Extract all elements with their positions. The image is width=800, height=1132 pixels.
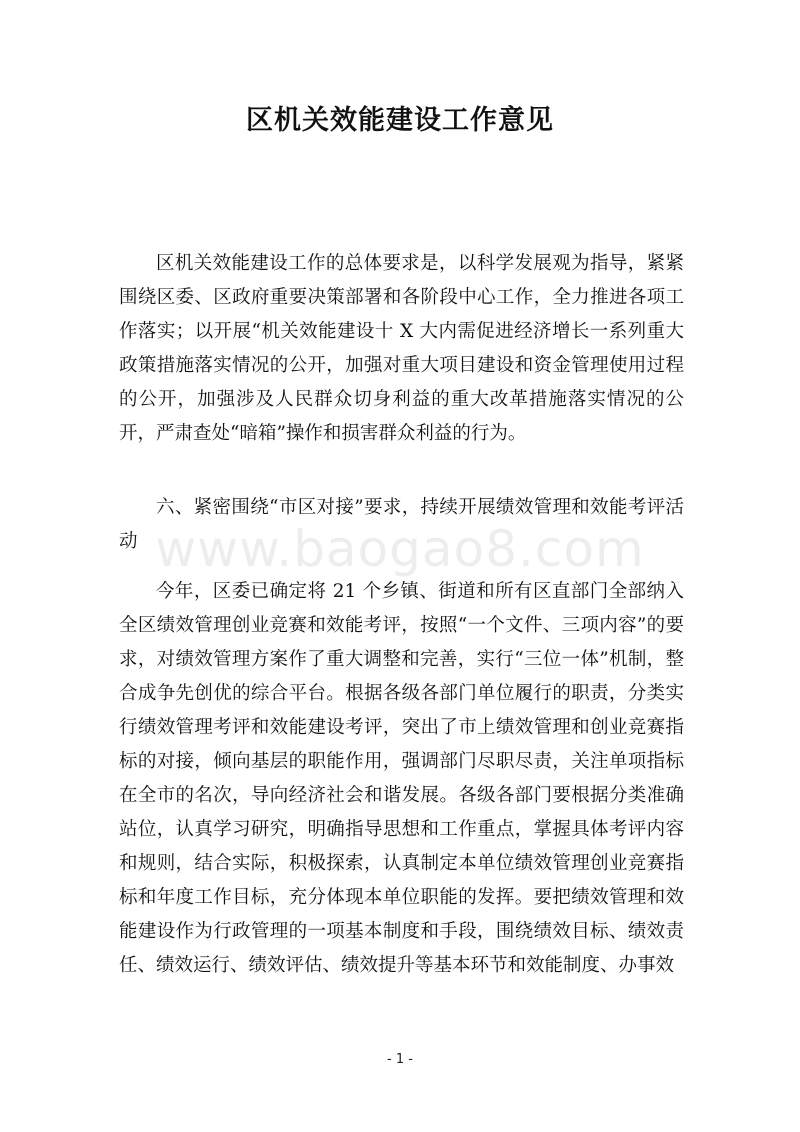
paragraph-section-six-heading: 六、紧密围绕“市区对接”要求，持续开展绩效管理和效能考评活动 <box>119 497 684 552</box>
page-number: - 1 - <box>387 1052 413 1067</box>
paragraph-overall-requirements: 区机关效能建设工作的总体要求是，以科学发展观为指导，紧紧围绕区委、区政府重要决策部署和各阶段中心工作，全力推进各项工作落实；以开展“机关效能建设十 X 大内需促进经济增长一系列重大政策措施落实情况的公开，加强对重大项目建设和资金管理使用过程的公开，加强涉及人民群众切身利益的重大改革措施落实情况的公开，严肃查处“暗箱”操作和损害群众利益的行为。 <box>119 253 684 444</box>
paragraph-performance-management: 今年，区委已确定将 21 个乡镇、街道和所有区直部门全部纳入全区绩效管理创业竞赛和效能考评，按照“一个文件、三项内容”的要求，对绩效管理方案作了重大调整和完善，实行“三位一体”机制，整合成争先创优的综合平台。根据各级各部门单位履行的职责，分类实行绩效管理考评和效能建设考评，突出了市上绩效管理和创业竞赛指标的对接，倾向基层的职能作用，强调部门尽职尽责，关注单项指标在全市的名次，导向经济社会和谐发展。各级各部门要根据分类准确站位，认真学习研究，明确指导思想和工作重点，掌握具体考评内容和规则，结合实际，积极探索，认真制定本单位绩效管理创业竞赛指标和年度工作目标，充分体现本单位职能的发挥。要把绩效管理和效能建设作为行政管理的一项基本制度和手段，围绕绩效目标、绩效责任、绩效运行、绩效评估、绩效提升等基本环节和效能制度、办事效 <box>119 581 684 976</box>
document-title: 区机关效能建设工作意见 <box>246 105 554 136</box>
watermark: www.baogao8.com <box>155 520 645 578</box>
